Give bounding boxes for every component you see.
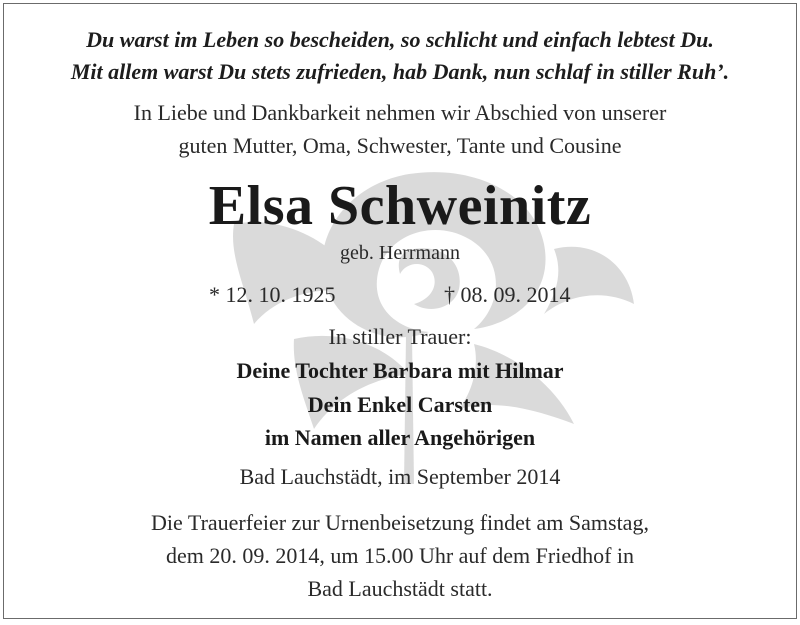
mourner-line: Dein Enkel Carsten (307, 392, 493, 417)
funeral-line-2: dem 20. 09. 2014, um 15.00 Uhr auf dem Friedhof in (165, 543, 635, 568)
motto-line-2: Mit allem warst Du stets zufrieden, hab Dank, nun schlaf in stiller Ruh’. (70, 59, 730, 84)
deceased-name: Elsa Schweinitz (208, 175, 592, 237)
intro-line-2: guten Mutter, Oma, Schwester, Tante und Cousine (178, 133, 622, 158)
life-dates (4, 282, 796, 308)
intro-line-1: In Liebe und Dankbarkeit nehmen wir Abschied von unserer (133, 100, 667, 125)
death-date: † 08. 09. 2014 (444, 282, 571, 307)
funeral-line-1: Die Trauerfeier zur Urnenbeisetzung findet am Samstag, (151, 510, 649, 535)
maiden-name: geb. Herrmann (340, 242, 460, 264)
mourner-line: Deine Tochter Barbara mit Hilmar (236, 358, 564, 383)
birth-date: * 12. 10. 1925 (209, 282, 336, 307)
place-date: Bad Lauchstädt, im September 2014 (239, 464, 561, 489)
mourner-line: im Namen aller Angehörigen (264, 425, 536, 450)
mourners-heading: In stiller Trauer: (328, 324, 472, 349)
motto-line-1: Du warst im Leben so bescheiden, so schlicht und einfach lebtest Du. (86, 27, 714, 52)
funeral-line-3: Bad Lauchstädt statt. (307, 576, 493, 601)
obituary-notice (3, 3, 797, 619)
